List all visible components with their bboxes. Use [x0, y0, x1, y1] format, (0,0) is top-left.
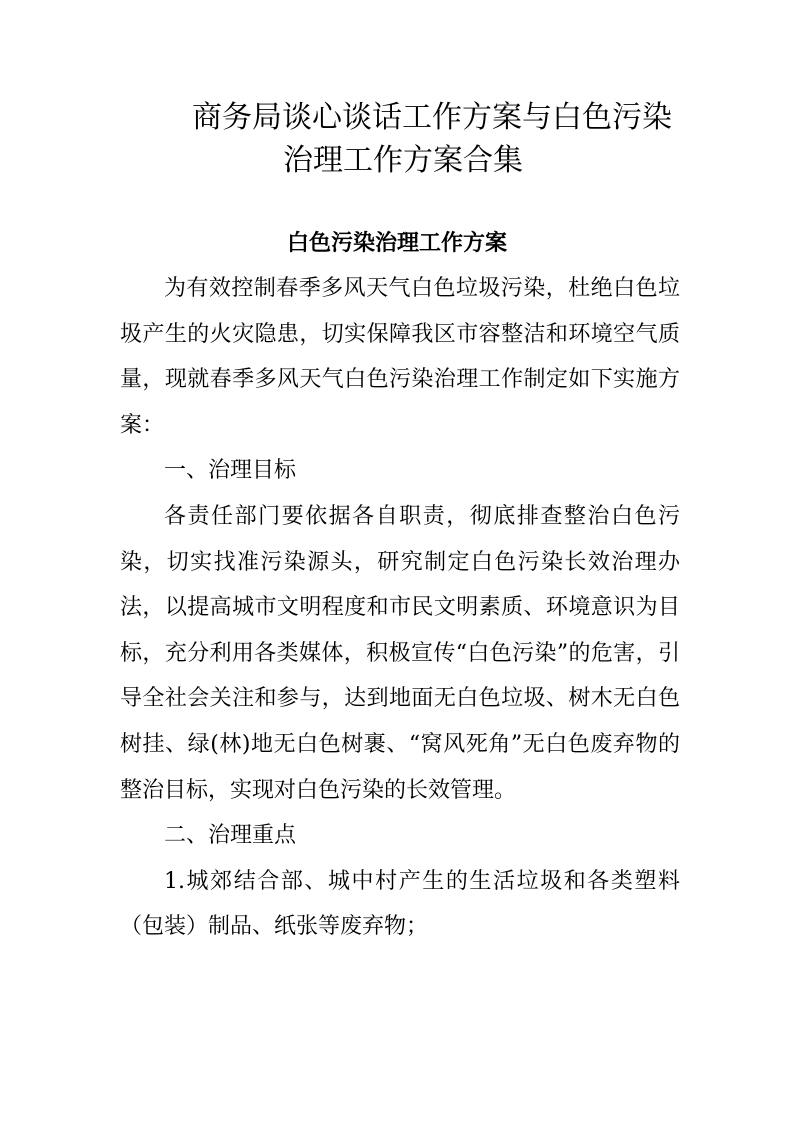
heading-objectives: 一、治理目标	[164, 458, 297, 484]
intro-paragraph: 为有效控制春季多风天气白色垃圾污染，杜绝白色垃圾产生的火灾隐患，切实保障我区市容整洁和环境空气质量，现就春季多风天气白色污染治理工作制定如下实施方案：	[120, 276, 680, 438]
document-title-line-1: 商务局谈心谈话工作方案与白色污染	[192, 100, 672, 135]
document-title-line-2: 治理工作方案合集	[283, 143, 523, 178]
section-title: 白色污染治理工作方案	[286, 231, 507, 256]
heading-key-points: 二、治理重点	[164, 823, 297, 849]
key-point-item-1: 1.城郊结合部、城中村产生的生活垃圾和各类塑料（包装）制品、纸张等废弃物；	[120, 868, 680, 940]
document-body	[120, 266, 680, 950]
objectives-paragraph: 各责任部门要依据各自职责，彻底排查整治白色污染，切实找准污染源头，研究制定白色污染长效治理办法，以提高城市文明程度和市民文明素质、环境意识为目标，充分利用各类媒体，积极宣传“白色污染”的危害，引导全社会关注和参与，达到地面无白色垃圾、树木无白色树挂、绿(林)地无白色树裹、“窝风死角”无白色废弃物的整治目标，实现对白色污染的长效管理。	[120, 503, 680, 803]
